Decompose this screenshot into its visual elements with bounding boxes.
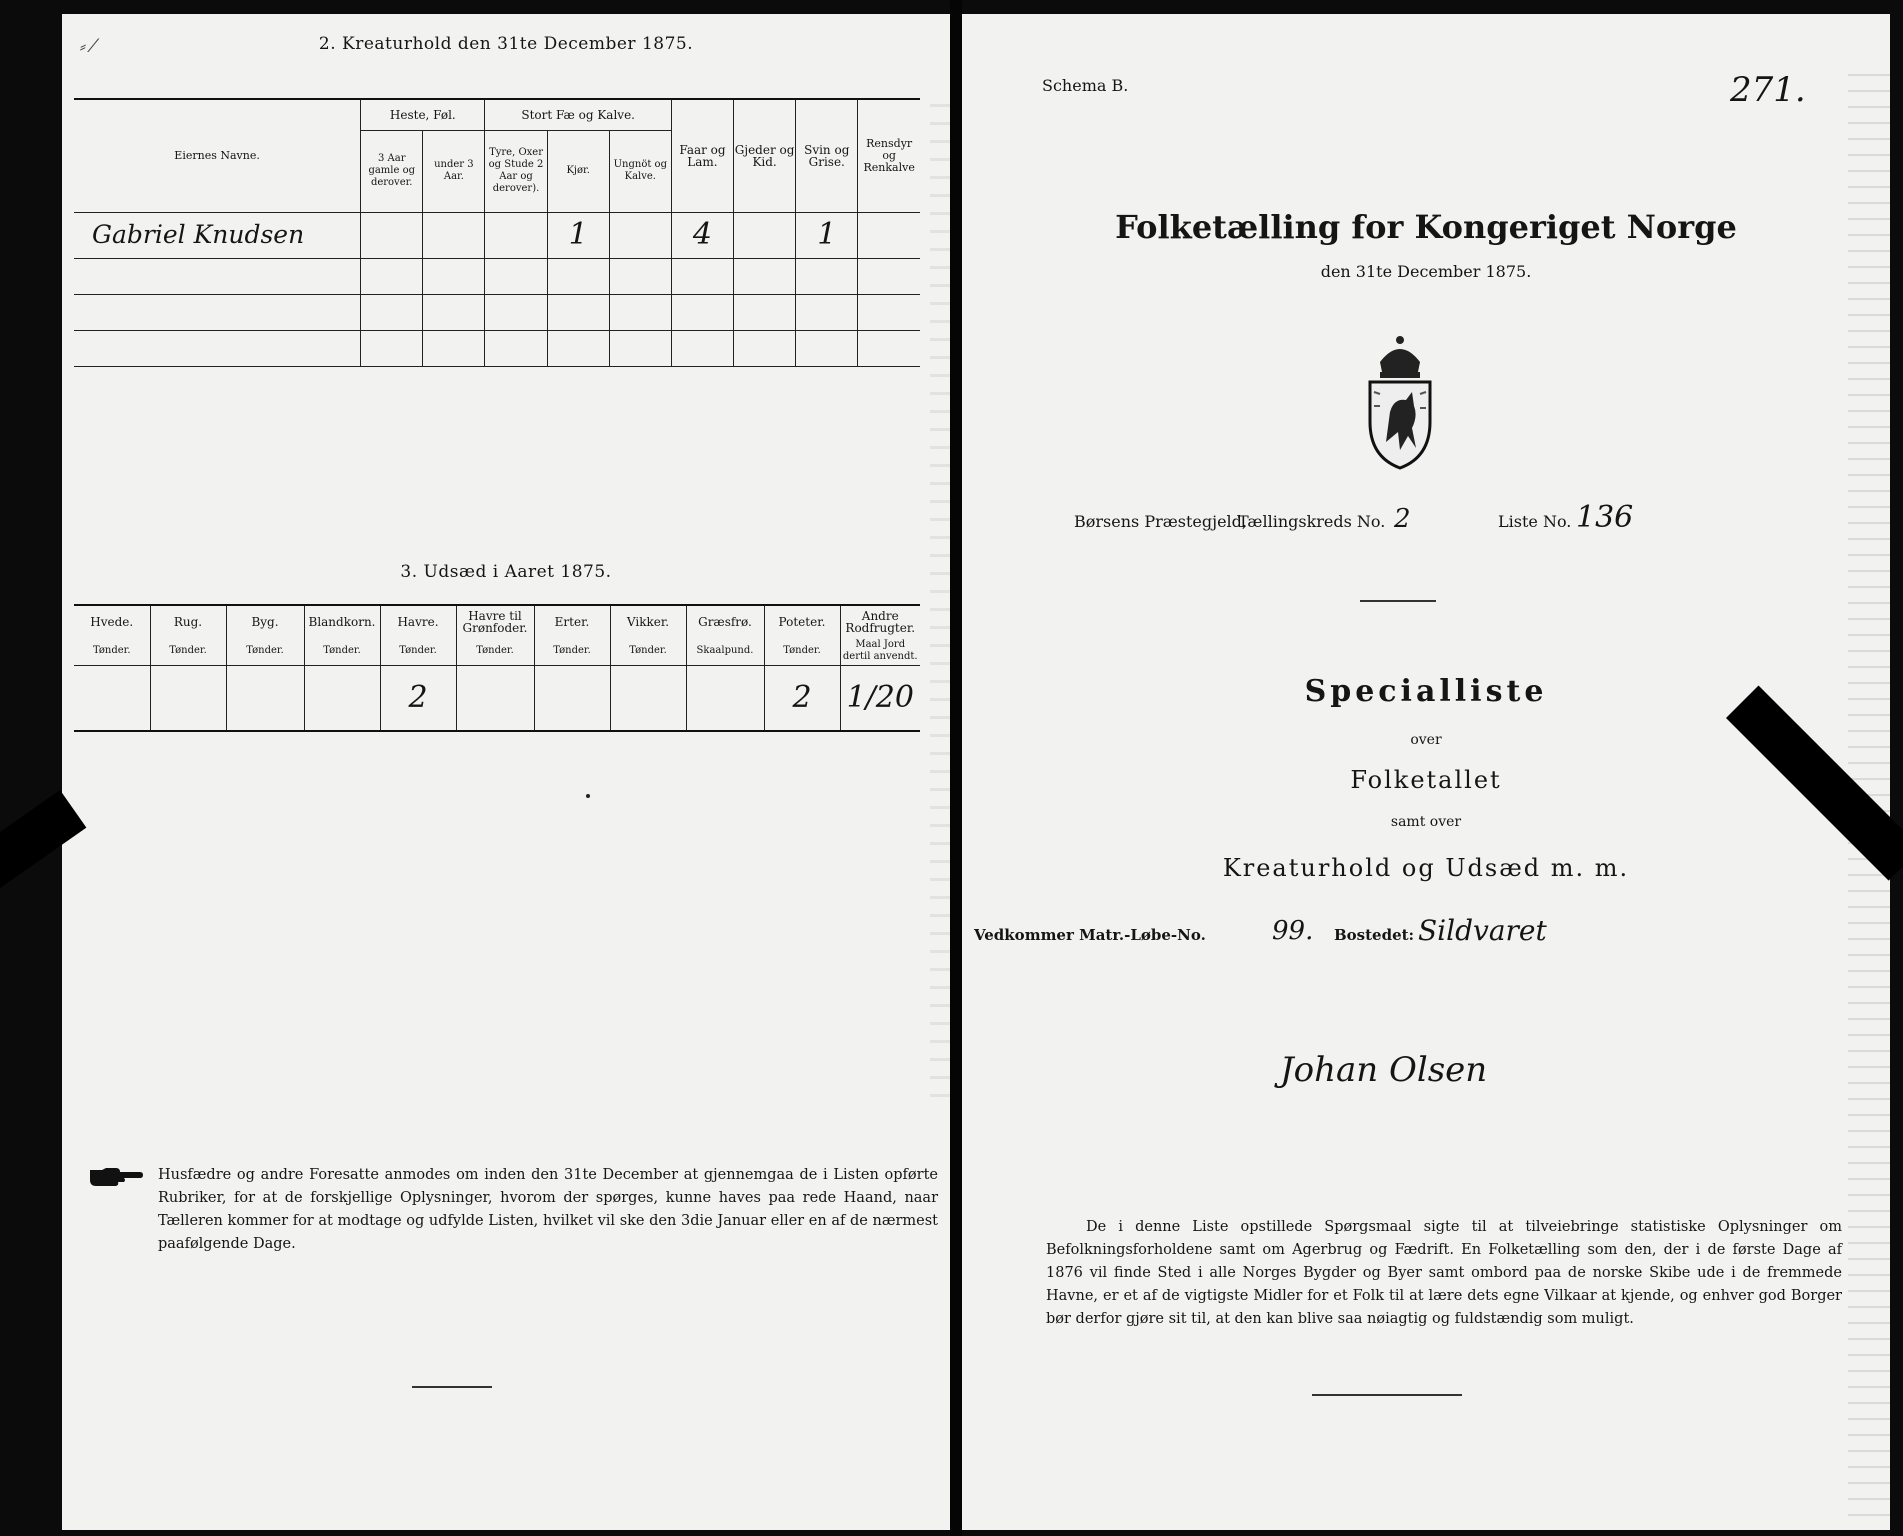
- seed-unit-label: Tønder.: [74, 637, 150, 665]
- schema-label: Schema B.: [1042, 76, 1129, 95]
- list-label: Liste No.: [1498, 512, 1572, 531]
- table-row: [74, 212, 920, 258]
- seed-value-cell: [226, 665, 304, 731]
- seed-unit-label: Tønder.: [610, 637, 686, 665]
- coat-of-arms-icon: [1360, 332, 1440, 472]
- seed-column-header: Erter.: [534, 605, 610, 637]
- seed-column-header: Vikker.: [610, 605, 686, 637]
- seed-table: [74, 604, 920, 732]
- seed-value-cell: [686, 665, 764, 731]
- seed-value-cell: [610, 665, 686, 731]
- kreaturhold-text: Kreaturhold og Udsæd m. m.: [1222, 854, 1630, 882]
- seed-column-header: Havre.: [380, 605, 456, 637]
- horses-header: Heste, Føl.: [361, 100, 485, 130]
- seed-unit-label: Maal Jord dertil anvendt.: [840, 637, 920, 665]
- closing-rule: [412, 1386, 492, 1388]
- cattle-header: Stort Fæ og Kalve.: [485, 100, 671, 130]
- horses-3plus-header: 3 Aar gamle og derover.: [361, 130, 423, 212]
- livestock-table: [74, 100, 920, 367]
- reindeer-header: Rensdyr og Renkalve: [858, 100, 920, 212]
- divider-rule: [1360, 600, 1436, 602]
- book-gutter: [950, 0, 962, 1536]
- section2-title: 2. Kreaturhold den 31te December 1875.: [318, 34, 694, 54]
- signature: Johan Olsen: [1280, 1050, 1488, 1090]
- bosted-label: Bostedet:: [1334, 926, 1415, 944]
- census-date: den 31te December 1875.: [1320, 262, 1532, 281]
- seed-value-cell: [304, 665, 380, 731]
- census-title: Folketælling for Kongeriget Norge: [1115, 208, 1737, 246]
- specialliste-heading: Specialliste: [1304, 674, 1548, 709]
- footer-text: De i denne Liste opstillede Spørgsmaal sigte til at tilveiebringe statistiske Oplysninger om Befolkningsforholdene samt om Agerbrug og Fædrift. En Folketælling som den, der i de første Dage af 1876 vil finde Sted i alle Norges Bygder og Byer samt ombord paa de norske Skibe ude i de fremmede Havne, er et af de vigtigste Midler for et Folk til at lære dets egne Vilkaar at kjende, og enhver god Borger bør derfor gjøre sit til, at den kan blive saa nøiagtig og fuldstændig som muligt.: [1046, 1219, 1842, 1327]
- seed-value-cell: [534, 665, 610, 731]
- table-row: [74, 330, 920, 366]
- folio-number: 271.: [1730, 70, 1806, 110]
- seed-unit-label: Tønder.: [226, 637, 304, 665]
- cattle-cows-header: Kjør.: [547, 130, 609, 212]
- footer-rule: [1312, 1394, 1462, 1396]
- pigs-cell: 1: [796, 212, 858, 258]
- seed-unit-label: Tønder.: [380, 637, 456, 665]
- seed-unit-label: Tønder.: [456, 637, 534, 665]
- sheep-cell: 4: [671, 212, 733, 258]
- seed-value-cell: 2: [380, 665, 456, 731]
- section3-title: 3. Udsæd i Aaret 1875.: [400, 562, 612, 582]
- seed-value-cell: [150, 665, 226, 731]
- matr-label: Vedkommer Matr.-Løbe-No.: [974, 926, 1206, 944]
- seed-unit-label: Skaalpund.: [686, 637, 764, 665]
- owner-cell: Gabriel Knudsen: [74, 212, 361, 258]
- table-row: [74, 258, 920, 294]
- list-number: 136: [1576, 500, 1634, 535]
- seed-unit-label: Tønder.: [304, 637, 380, 665]
- notice-text: Husfædre og andre Foresatte anmodes om inden den 31te December at gjennemgaa de i Listen opførte Rubriker, for at de forskjellige Oplysninger, hvorom der spørges, kunne haves paa rede Haand, naar Tælleren kommer for at modtage og udfylde Listen, hvilket vil ske den 3die Januar eller en af de nærmest paafølgende Dage.: [158, 1167, 938, 1252]
- left-page: [62, 14, 950, 1530]
- district-label: Tællingskreds No.: [1238, 512, 1386, 531]
- table-row: [74, 294, 920, 330]
- over-text: over: [1410, 732, 1442, 748]
- pigs-header: Svin og Grise.: [796, 100, 858, 212]
- goats-header: Gjeder og Kid.: [734, 100, 796, 212]
- bosted-value: Sildvaret: [1418, 914, 1547, 947]
- cattle-oxen-header: Tyre, Oxer og Stude 2 Aar og derover).: [485, 130, 547, 212]
- horses-under3-header: under 3 Aar.: [423, 130, 485, 212]
- seed-column-header: Blandkorn.: [304, 605, 380, 637]
- bleed-through: [930, 104, 950, 1104]
- seed-column-header: Andre Rodfrugter.: [840, 605, 920, 637]
- cows-cell: 1: [547, 212, 609, 258]
- right-page: [962, 14, 1890, 1530]
- parish-label: Børsens Præstegjeld,: [1074, 512, 1247, 531]
- matr-number: 99.: [1272, 916, 1314, 946]
- seed-column-header: Havre til Grønfoder.: [456, 605, 534, 637]
- pointing-hand-icon: [88, 1166, 144, 1188]
- seed-value-cell: 2: [764, 665, 840, 731]
- seed-value-cell: [456, 665, 534, 731]
- owner-header: Eiernes Navne.: [74, 100, 361, 212]
- seed-column-header: Byg.: [226, 605, 304, 637]
- seed-column-header: Poteter.: [764, 605, 840, 637]
- seed-value-cell: 1/20: [840, 665, 920, 731]
- seed-column-header: Græsfrø.: [686, 605, 764, 637]
- seed-unit-label: Tønder.: [534, 637, 610, 665]
- ink-dot: [586, 794, 590, 798]
- seed-column-header: Hvede.: [74, 605, 150, 637]
- cattle-young-header: Ungnöt og Kalve.: [609, 130, 671, 212]
- folketallet-text: Folketallet: [1350, 766, 1502, 794]
- seed-unit-label: Tønder.: [150, 637, 226, 665]
- district-number: 2: [1394, 504, 1411, 534]
- seed-unit-label: Tønder.: [764, 637, 840, 665]
- seed-column-header: Rug.: [150, 605, 226, 637]
- corner-mark: ⸗ ⁄: [80, 36, 95, 57]
- seed-value-cell: [74, 665, 150, 731]
- samt-over-text: samt over: [1390, 814, 1462, 830]
- sheep-header: Faar og Lam.: [671, 100, 733, 212]
